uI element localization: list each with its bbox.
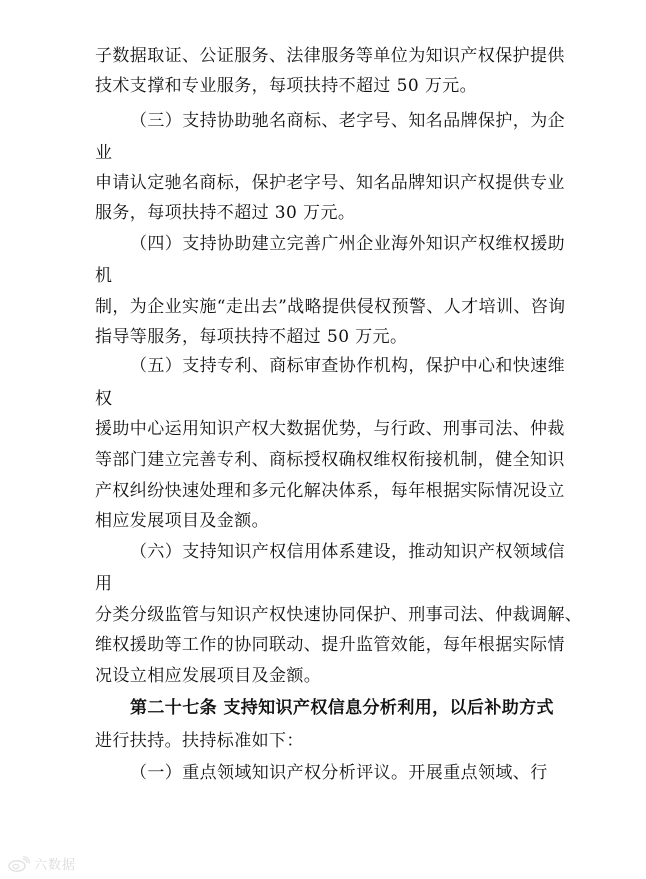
text-line: 进行扶持。扶持标准如下：: [95, 731, 304, 751]
text-line: 指导等服务，每项扶持不超过 50 万元。: [95, 327, 408, 347]
article-heading-line: 第二十七条 支持知识产权信息分析利用，以后补助方式: [130, 698, 554, 718]
text-line: 维权援助等工作的协同联动、提升监管效能，每年根据实际情: [95, 635, 565, 655]
text-line: （六）支持知识产权信用体系建设，推动知识产权领域信: [130, 542, 565, 562]
text-line: 援助中心运用知识产权大数据优势，与行政、刑事司法、仲裁: [95, 419, 565, 439]
text-line: （五）支持专利、商标审查协作机构，保护中心和快速维: [130, 356, 565, 376]
text-line: 等部门建立完善专利、商标授权确权维权衔接机制，健全知识: [95, 450, 565, 470]
text-line: 况设立相应发展项目及金额。: [95, 666, 322, 686]
watermark-text: 六数据: [34, 858, 77, 873]
text-line: 制，为企业实施“走出去”战略提供侵权预警、人才培训、咨询: [95, 297, 566, 317]
text-line: 权: [95, 389, 113, 409]
text-line: 子数据取证、公证服务、法律服务等单位为知识产权保护提供: [95, 46, 565, 66]
text-line: 技术支撑和专业服务，每项扶持不超过 50 万元。: [95, 76, 478, 96]
text-line: （三）支持协助驰名商标、老字号、知名品牌保护，为企: [130, 111, 565, 131]
text-line: 产权纠纷快速处理和多元化解决体系，每年根据实际情况设立: [95, 481, 565, 501]
text-line: （一）重点领域知识产权分析评议。开展重点领域、行: [130, 763, 548, 783]
text-line: 服务，每项扶持不超过 30 万元。: [95, 203, 356, 223]
watermark: [8, 854, 76, 873]
text-line: （四）支持协助建立完善广州企业海外知识产权维权援助: [130, 234, 565, 254]
text-line: 业: [95, 143, 113, 163]
text-line: 分类分级监管与知识产权快速协同保护、刑事司法、仲裁调解、: [95, 605, 583, 625]
text-line: 机: [95, 266, 113, 286]
text-line: 申请认定驰名商标，保护老字号、知名品牌知识产权提供专业: [95, 173, 565, 193]
weibo-logo-icon: [8, 856, 30, 872]
text-line: 相应发展项目及金额。: [95, 511, 269, 531]
text-line: 用: [95, 574, 113, 594]
